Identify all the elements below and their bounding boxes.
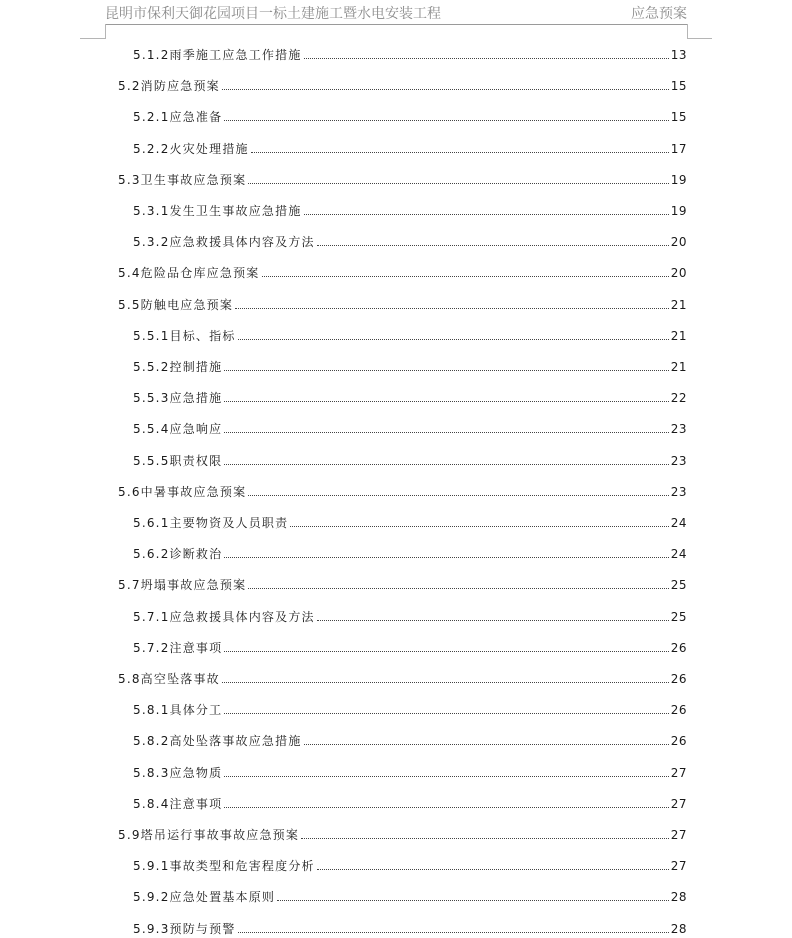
toc-dot-leader bbox=[224, 806, 668, 808]
toc-entry-page-number: 21 bbox=[670, 297, 687, 312]
toc-entry-label: 5.8.4注意事项 bbox=[133, 796, 223, 811]
toc-dot-leader bbox=[304, 743, 669, 745]
toc-dot-leader bbox=[262, 275, 669, 277]
toc-entry-page-number: 24 bbox=[670, 516, 687, 530]
toc-entry-page-number: 24 bbox=[670, 547, 687, 562]
toc-entry[interactable] bbox=[133, 387, 687, 405]
toc-entry-page-number: 27 bbox=[670, 828, 687, 842]
toc-entry[interactable] bbox=[133, 356, 687, 374]
toc-dot-leader bbox=[304, 213, 669, 215]
toc-entry[interactable] bbox=[133, 637, 687, 655]
toc-entry-page-number: 23 bbox=[670, 422, 687, 437]
toc-entry-page-number: 23 bbox=[670, 484, 687, 499]
toc-entry[interactable] bbox=[133, 106, 687, 124]
toc-entry-page-number: 22 bbox=[670, 391, 687, 406]
toc-dot-leader bbox=[248, 182, 668, 184]
toc-dot-leader bbox=[224, 431, 668, 433]
toc-dot-leader bbox=[224, 556, 668, 558]
toc-dot-leader bbox=[238, 931, 669, 933]
toc-entry-label: 5.6.2诊断救治 bbox=[133, 547, 223, 562]
toc-entry[interactable] bbox=[118, 574, 687, 592]
toc-entry-label: 5.5防触电应急预案 bbox=[118, 297, 234, 312]
document-title: 昆明市保利天御花园项目一标土建施工暨水电安装工程 bbox=[105, 6, 441, 22]
toc-entry-page-number: 26 bbox=[670, 640, 687, 655]
toc-entry-label: 5.3卫生事故应急预案 bbox=[118, 172, 247, 187]
toc-entry[interactable] bbox=[133, 543, 687, 561]
toc-entry-label: 5.5.3应急措施 bbox=[133, 391, 223, 406]
toc-entry-page-number: 28 bbox=[670, 890, 687, 905]
toc-entry-label: 5.8.3应急物质 bbox=[133, 765, 223, 780]
toc-dot-leader bbox=[304, 57, 669, 59]
toc-entry-page-number: 27 bbox=[670, 859, 687, 874]
toc-entry-page-number: 26 bbox=[670, 703, 687, 718]
toc-entry-label: 5.7坍塌事故应急预案 bbox=[118, 578, 247, 593]
toc-entry[interactable] bbox=[133, 418, 687, 436]
toc-entry[interactable] bbox=[133, 138, 687, 156]
toc-entry-label: 5.9.2应急处置基本原则 bbox=[133, 890, 276, 905]
toc-entry-page-number: 19 bbox=[670, 172, 687, 187]
toc-dot-leader bbox=[317, 244, 669, 246]
toc-dot-leader bbox=[248, 494, 668, 496]
toc-dot-leader bbox=[224, 650, 668, 652]
toc-entry[interactable] bbox=[118, 262, 687, 280]
page-header bbox=[105, 0, 687, 25]
toc-dot-leader bbox=[224, 775, 668, 777]
toc-entry-label: 5.5.5职责权限 bbox=[133, 453, 223, 468]
toc-entry-label: 5.3.2应急救援具体内容及方法 bbox=[133, 235, 315, 250]
toc-entry-page-number: 28 bbox=[670, 921, 687, 936]
toc-entry[interactable] bbox=[133, 450, 687, 468]
toc-dot-leader bbox=[224, 119, 668, 121]
toc-dot-leader bbox=[224, 400, 668, 402]
toc-entry[interactable] bbox=[118, 75, 687, 93]
toc-dot-leader bbox=[224, 463, 668, 465]
toc-entry-label: 5.6中暑事故应急预案 bbox=[118, 484, 247, 499]
toc-entry[interactable] bbox=[133, 730, 687, 748]
toc-entry[interactable] bbox=[133, 512, 687, 530]
toc-dot-leader bbox=[317, 868, 669, 870]
toc-entry-label: 5.7.1应急救援具体内容及方法 bbox=[133, 609, 315, 624]
toc-dot-leader bbox=[251, 151, 669, 153]
toc-dot-leader bbox=[290, 525, 668, 527]
toc-entry-page-number: 15 bbox=[670, 110, 687, 125]
toc-dot-leader bbox=[317, 619, 669, 621]
crop-mark-right-vertical bbox=[687, 24, 688, 39]
toc-entry-label: 5.1.2雨季施工应急工作措施 bbox=[133, 48, 302, 62]
toc-dot-leader bbox=[248, 587, 668, 589]
toc-entry-label: 5.3.1发生卫生事故应急措施 bbox=[133, 204, 302, 218]
toc-entry[interactable] bbox=[118, 824, 687, 842]
toc-entry[interactable] bbox=[133, 762, 687, 780]
toc-entry-page-number: 20 bbox=[670, 235, 687, 250]
crop-mark-left bbox=[80, 38, 105, 39]
toc-entry-label: 5.2消防应急预案 bbox=[118, 79, 220, 94]
crop-mark-right bbox=[687, 38, 712, 39]
toc-dot-leader bbox=[238, 338, 669, 340]
toc-entry[interactable] bbox=[133, 918, 687, 936]
toc-entry[interactable] bbox=[133, 200, 687, 218]
toc-entry-label: 5.8.1具体分工 bbox=[133, 703, 223, 718]
toc-entry-page-number: 21 bbox=[670, 360, 687, 374]
toc-entry[interactable] bbox=[133, 606, 687, 624]
toc-entry-label: 5.9.3预防与预警 bbox=[133, 921, 236, 936]
toc-dot-leader bbox=[222, 681, 669, 683]
toc-entry-label: 5.8.2高处坠落事故应急措施 bbox=[133, 734, 302, 749]
toc-entry-label: 5.7.2注意事项 bbox=[133, 640, 223, 655]
crop-mark-left-vertical bbox=[105, 24, 106, 39]
toc-entry[interactable] bbox=[133, 886, 687, 904]
toc-entry-page-number: 27 bbox=[670, 796, 687, 811]
toc-entry-page-number: 23 bbox=[670, 453, 687, 468]
toc-entry-page-number: 26 bbox=[670, 672, 687, 686]
toc-entry[interactable] bbox=[118, 169, 687, 187]
toc-entry-label: 5.5.4应急响应 bbox=[133, 422, 223, 437]
toc-dot-leader bbox=[224, 712, 668, 714]
toc-entry[interactable] bbox=[133, 793, 687, 811]
toc-dot-leader bbox=[224, 369, 668, 371]
toc-entry-label: 5.9.1事故类型和危害程度分析 bbox=[133, 859, 315, 874]
toc-dot-leader bbox=[222, 88, 669, 90]
toc-entry-page-number: 26 bbox=[670, 734, 687, 749]
toc-entry-label: 5.9塔吊运行事故事故应急预案 bbox=[118, 828, 300, 842]
toc-entry-page-number: 15 bbox=[670, 79, 687, 94]
toc-dot-leader bbox=[277, 899, 669, 901]
toc-entry[interactable] bbox=[133, 855, 687, 873]
toc-entry[interactable] bbox=[118, 481, 687, 499]
toc-entry[interactable] bbox=[118, 668, 687, 686]
toc-entry-page-number: 17 bbox=[670, 141, 687, 156]
toc-entry-label: 5.5.1目标、指标 bbox=[133, 328, 236, 343]
toc-entry-page-number: 20 bbox=[670, 266, 687, 281]
toc-entry-page-number: 25 bbox=[670, 578, 687, 593]
toc-entry-label: 5.6.1主要物资及人员职责 bbox=[133, 516, 289, 530]
toc-dot-leader bbox=[235, 307, 669, 309]
document-section-label: 应急预案 bbox=[631, 6, 687, 22]
toc-entry-page-number: 21 bbox=[670, 328, 687, 343]
toc-entry[interactable] bbox=[133, 699, 687, 717]
toc-entry-label: 5.2.2火灾处理措施 bbox=[133, 141, 249, 156]
toc-entry-label: 5.5.2控制措施 bbox=[133, 360, 223, 374]
toc-entry[interactable] bbox=[118, 294, 687, 312]
toc-entry-page-number: 13 bbox=[670, 48, 687, 62]
toc-entry[interactable] bbox=[133, 44, 687, 62]
toc-entry-label: 5.8高空坠落事故 bbox=[118, 672, 220, 686]
toc-entry-label: 5.4危险品仓库应急预案 bbox=[118, 266, 260, 281]
toc-entry-page-number: 27 bbox=[670, 765, 687, 780]
toc-entry-label: 5.2.1应急准备 bbox=[133, 110, 223, 125]
toc-entry-page-number: 19 bbox=[670, 204, 687, 218]
toc-entry-page-number: 25 bbox=[670, 609, 687, 624]
toc-dot-leader bbox=[301, 837, 669, 839]
toc-entry[interactable] bbox=[133, 325, 687, 343]
toc-entry[interactable] bbox=[133, 231, 687, 249]
